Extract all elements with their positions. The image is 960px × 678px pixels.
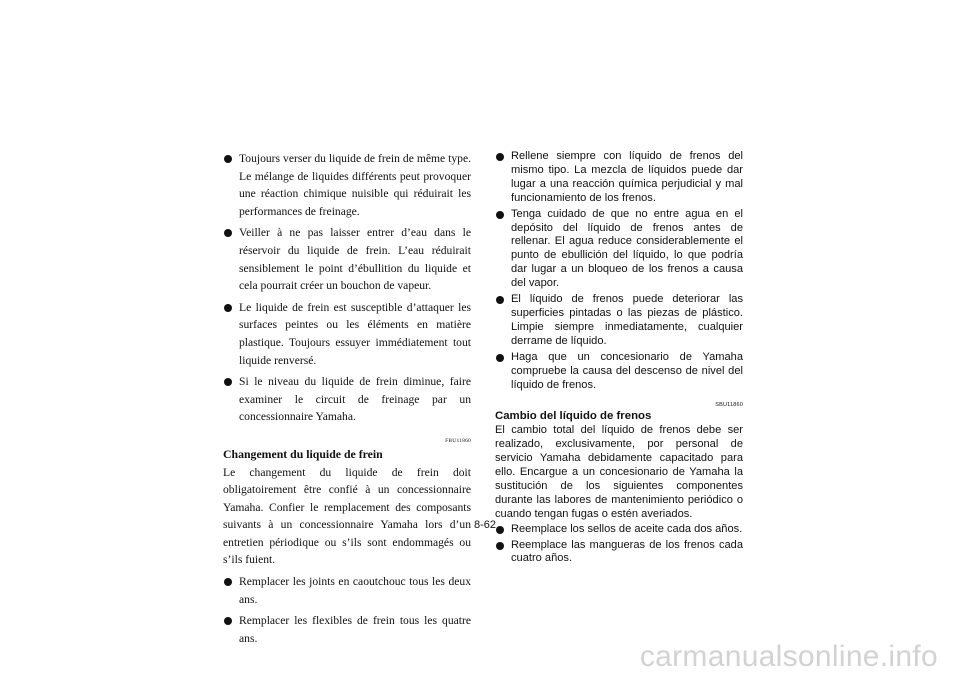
list-item	[495, 351, 743, 393]
section-heading: Cambio del líquido de frenos	[495, 410, 652, 423]
bullet-text: Remplacer les joints en caoutchouc tous les deux ans.	[239, 575, 471, 606]
list-item	[495, 150, 743, 206]
section-heading: Changement du liquide de frein	[223, 446, 383, 461]
bullet-icon	[496, 153, 504, 161]
bullet-icon	[496, 296, 504, 304]
bullet-text: Haga que un concesionario de Yamaha compruebe la causa del descenso de nivel del líquido de frenos.	[511, 350, 743, 391]
bullet-icon	[496, 211, 504, 219]
list-item	[223, 612, 471, 647]
bullet-text: El líquido de frenos puede deteriorar las superficies pintadas o las piezas de plástico. Limpie siempre inmediatamente, cualquier derrame de líquido.	[511, 293, 743, 347]
section-code: FBU11860	[445, 437, 471, 444]
bullet-text: Le liquide de frein est susceptible d’attaquer les surfaces peintes ou les éléments en matière plastique. Toujours essuyer immédiatement tout liquide renversé.	[239, 300, 471, 367]
list-item	[223, 299, 471, 369]
spanish-column	[495, 150, 743, 568]
section-paragraph: Le changement du liquide de frein doit obligatoirement être confié à un concessionnaire Yamaha. Confier le remplacement des composants suivants à un concessionnaire Yamaha lors d’un entretien périodique ou s’ils sont endommagés ou s’ils fuient.	[223, 465, 471, 567]
bullet-text: Rellene siempre con líquido de frenos del mismo tipo. La mezcla de líquidos puede dar lugar a una reacción química perjudicial y mal funcionamiento de los frenos.	[511, 150, 743, 204]
page-number: 8-62	[474, 519, 497, 531]
bullet-icon	[224, 578, 232, 586]
section-code: SBU11860	[715, 402, 743, 409]
bullet-icon	[224, 304, 232, 312]
list-item	[223, 573, 471, 608]
section-paragraph: El cambio total del líquido de frenos debe ser realizado, exclusivamente, por personal de servicio Yamaha debidamente capacitado para ello. Encargue a un concesionario de Yamaha la sustitución de los siguientes componentes durante las labores de mantenimiento periódico o cuando tengan fugas o estén averiados.	[495, 424, 743, 520]
list-item	[495, 293, 743, 349]
bullet-text: Reemplace las mangueras de los frenos cada cuatro años.	[511, 538, 743, 565]
bullet-text: Tenga cuidado de que no entre agua en el depósito del líquido de frenos antes de rellenar. El agua reduce considerablemente el punto de ebullición del líquido, lo que podría dar lugar a un bloqueo de los frenos a causa del vapor.	[511, 207, 743, 290]
bullet-icon	[496, 526, 504, 534]
bullet-text: Reemplace los sellos de aceite cada dos años.	[511, 522, 743, 535]
watermark: carmanualsonline.info	[639, 640, 938, 673]
bullet-icon	[496, 542, 504, 550]
bullet-icon	[224, 617, 232, 625]
french-replacement-list	[223, 573, 471, 647]
list-item	[223, 373, 471, 426]
list-item	[223, 150, 471, 220]
bullet-text: Toujours verser du liquide de frein de même type. Le mélange de liquides différents peut provoquer une réaction chimique nuisible qui réduirait les performances de freinage.	[239, 152, 471, 218]
list-item	[495, 539, 743, 567]
french-column	[223, 150, 471, 651]
bullet-icon	[224, 229, 232, 237]
bullet-icon	[224, 378, 232, 386]
bullet-text: Remplacer les flexibles de frein tous les quatre ans.	[239, 614, 471, 645]
list-item	[223, 224, 471, 294]
list-item	[495, 523, 743, 537]
list-item	[495, 208, 743, 291]
bullet-icon	[496, 354, 504, 362]
spanish-warning-list	[495, 150, 743, 392]
bullet-text: Si le niveau du liquide de frein diminue, faire examiner le circuit de freinage par un concessionnaire Yamaha.	[239, 375, 471, 424]
french-warning-list	[223, 150, 471, 426]
spanish-replacement-list	[495, 523, 743, 567]
bullet-text: Veiller à ne pas laisser entrer d’eau dans le réservoir du liquide de frein. L’eau réduirait sensiblement le point d’ébullition du liquide et cela pourrait créer un bouchon de vapeur.	[239, 226, 471, 293]
bullet-icon	[224, 155, 232, 163]
